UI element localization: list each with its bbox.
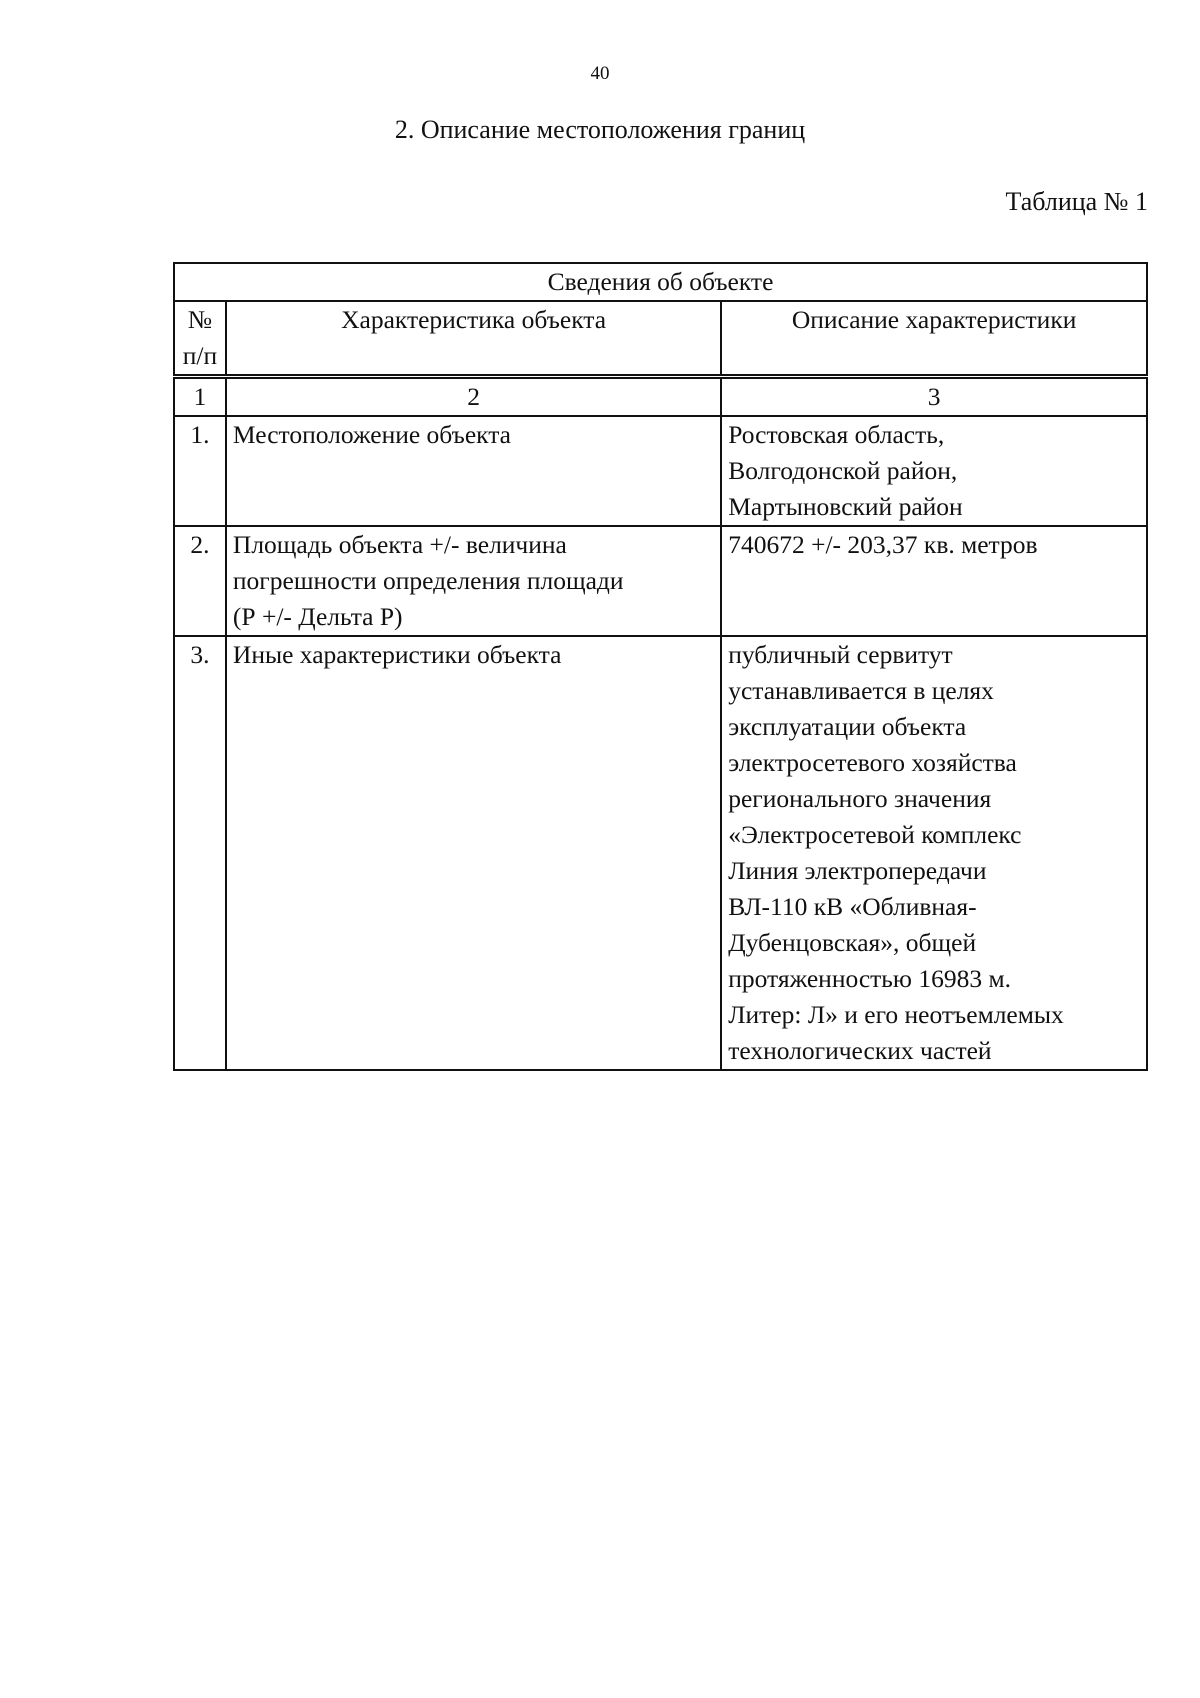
row-description: публичный сервитут устанавливается в целях эксплуатации объекта электросетевого хозяйства регионального значения «Электросетевой комплекс Линия электропередачи ВЛ-110 кВ «Обливная- Дубенцовская», общей протяженностью 16983 м. Литер: Л» и его неотъемлемых технологических частей — [721, 636, 1147, 1070]
row-characteristic: Местоположение объекта — [226, 416, 721, 526]
row-number: 2. — [174, 526, 226, 636]
row-number: 1. — [174, 416, 226, 526]
object-info-table — [173, 262, 1148, 1071]
row-description: Ростовская область, Волгодонской район, Мартыновский район — [721, 416, 1147, 526]
table-row — [174, 526, 1147, 636]
table-caption: Таблица № 1 — [1005, 187, 1148, 216]
header-description: Описание характеристики — [721, 301, 1147, 377]
table-row — [174, 416, 1147, 526]
column-index-1: 1 — [174, 377, 226, 417]
column-index-2: 2 — [226, 377, 721, 417]
header-characteristic: Характеристика объекта — [226, 301, 721, 377]
row-characteristic: Иные характеристики объекта — [226, 636, 721, 1070]
column-index-3: 3 — [721, 377, 1147, 417]
table-caption-row — [174, 263, 1147, 301]
page-number: 40 — [590, 63, 610, 84]
row-characteristic: Площадь объекта +/- величина погрешности определения площади (Р +/- Дельта Р) — [226, 526, 721, 636]
row-description: 740672 +/- 203,37 кв. метров — [721, 526, 1147, 636]
header-number: № п/п — [174, 301, 226, 377]
column-index-row — [174, 377, 1147, 417]
row-number: 3. — [174, 636, 226, 1070]
section-title: 2. Описание местоположения границ — [394, 115, 806, 144]
table-row — [174, 636, 1147, 1070]
table-header-row — [174, 301, 1147, 377]
table-title-cell: Сведения об объекте — [174, 263, 1147, 301]
